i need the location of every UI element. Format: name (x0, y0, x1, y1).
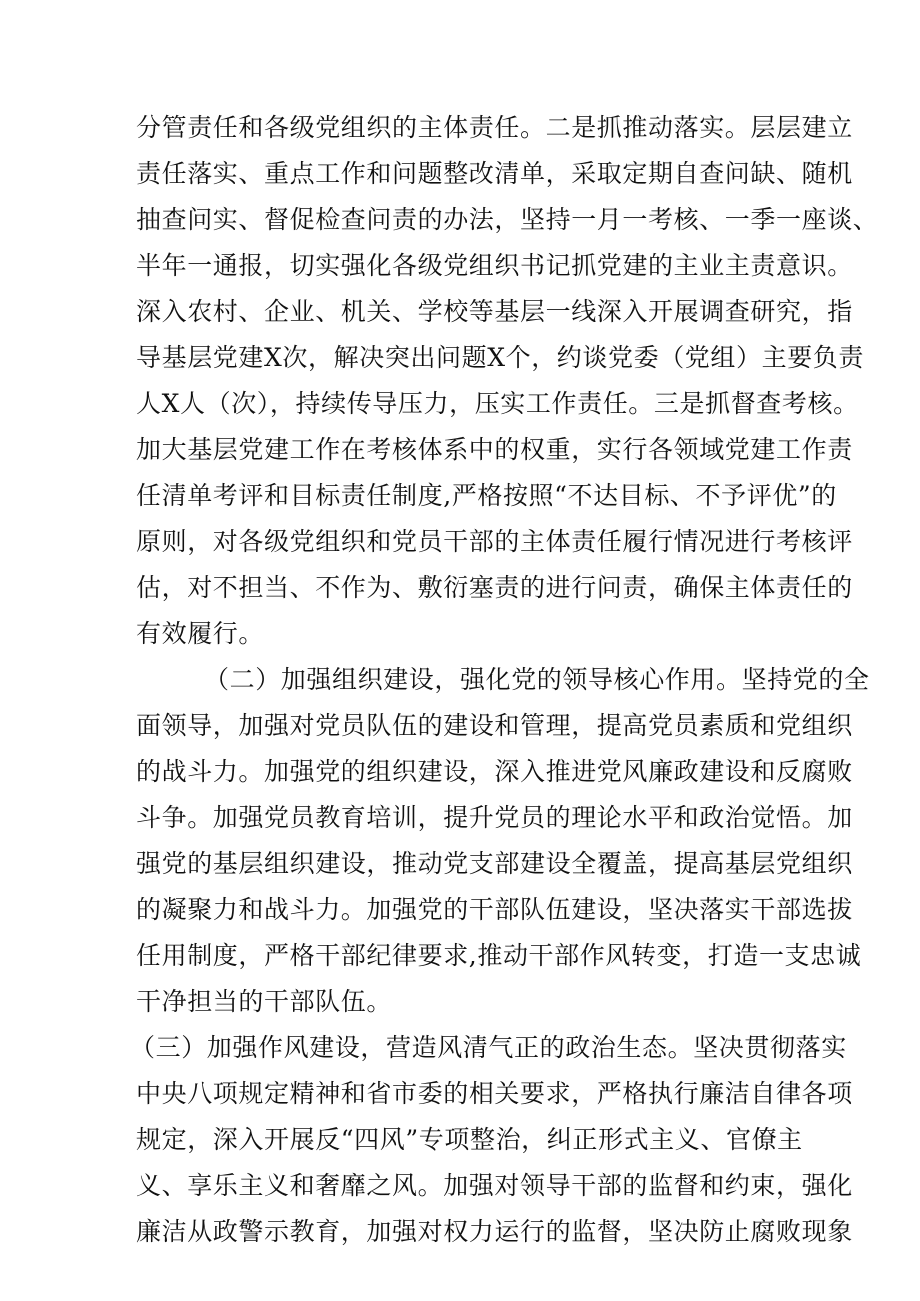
text-line-23: 规定，深入开展反“四风”专项整治，纠正形式主义、官僚主 (136, 1125, 803, 1154)
text-line-25: 廉洁从政警示教育，加强对权力运行的监督，坚决防止腐败现象 (136, 1217, 853, 1246)
text-line-3: 抽查问实、督促检查问责的办法，坚持一月一考核、一季一座谈、 (136, 205, 879, 234)
text-line-22: 中央八项规定精神和省市委的相关要求，严格执行廉洁自律各项 (136, 1079, 853, 1108)
text-line-11: 估，对不担当、不作为、敷衍塞责的进行问责，确保主体责任的 (136, 573, 853, 602)
text-line-5: 深入农村、企业、机关、学校等基层一线深入开展调查研究，指 (136, 297, 853, 326)
text-line-1: 分管责任和各级党组织的主体责任。二是抓推动落实。层层建立 (136, 113, 853, 142)
text-line-2: 责任落实、重点工作和问题整改清单，采取定期自查问缺、随机 (136, 159, 853, 188)
text-line-16: 斗争。加强党员教育培训，提升党员的理论水平和政治觉悟。加 (136, 803, 853, 832)
text-line-12: 有效履行。 (136, 619, 265, 648)
text-line-10: 原则，对各级党组织和党员干部的主体责任履行情况进行考核评 (136, 527, 853, 556)
text-line-4: 半年一通报，切实强化各级党组织书记抓党建的主业主责意识。 (136, 251, 853, 280)
text-line-6: 导基层党建X次，解决突出问题X个，约谈党委（党组）主要负责 (136, 343, 864, 372)
text-line-20: 干净担当的干部队伍。 (136, 987, 393, 1016)
text-line-8: 加大基层党建工作在考核体系中的权重，实行各领域党建工作责 (136, 435, 853, 464)
text-line-9: 任清单考评和目标责任制度,严格按照“不达目标、不予评优”的 (136, 481, 837, 510)
text-line-24: 义、享乐主义和奢靡之风。加强对领导干部的监督和约束，强化 (136, 1171, 853, 1200)
text-line-7: 人X人（次），持续传导压力，压实工作责任。三是抓督查考核。 (136, 389, 859, 418)
text-line-15: 的战斗力。加强党的组织建设，深入推进党风廉政建设和反腐败 (136, 757, 853, 786)
text-line-14: 面领导，加强对党员队伍的建设和管理，提高党员素质和党组织 (136, 711, 853, 740)
text-line-17: 强党的基层组织建设，推动党支部建设全覆盖，提高基层党组织 (136, 849, 853, 878)
text-line-18: 的凝聚力和战斗力。加强党的干部队伍建设，坚决落实干部选拔 (136, 895, 853, 924)
section-heading-3: （三）加强作风建设，营造风清气正的政治生态。坚决贯彻落实 (130, 1033, 847, 1062)
text-line-19: 任用制度，严格干部纪律要求,推动干部作风转变，打造一支忠诚 (136, 941, 862, 970)
section-heading-2: （二）加强组织建设，强化党的领导核心作用。坚持党的全 (204, 665, 870, 694)
